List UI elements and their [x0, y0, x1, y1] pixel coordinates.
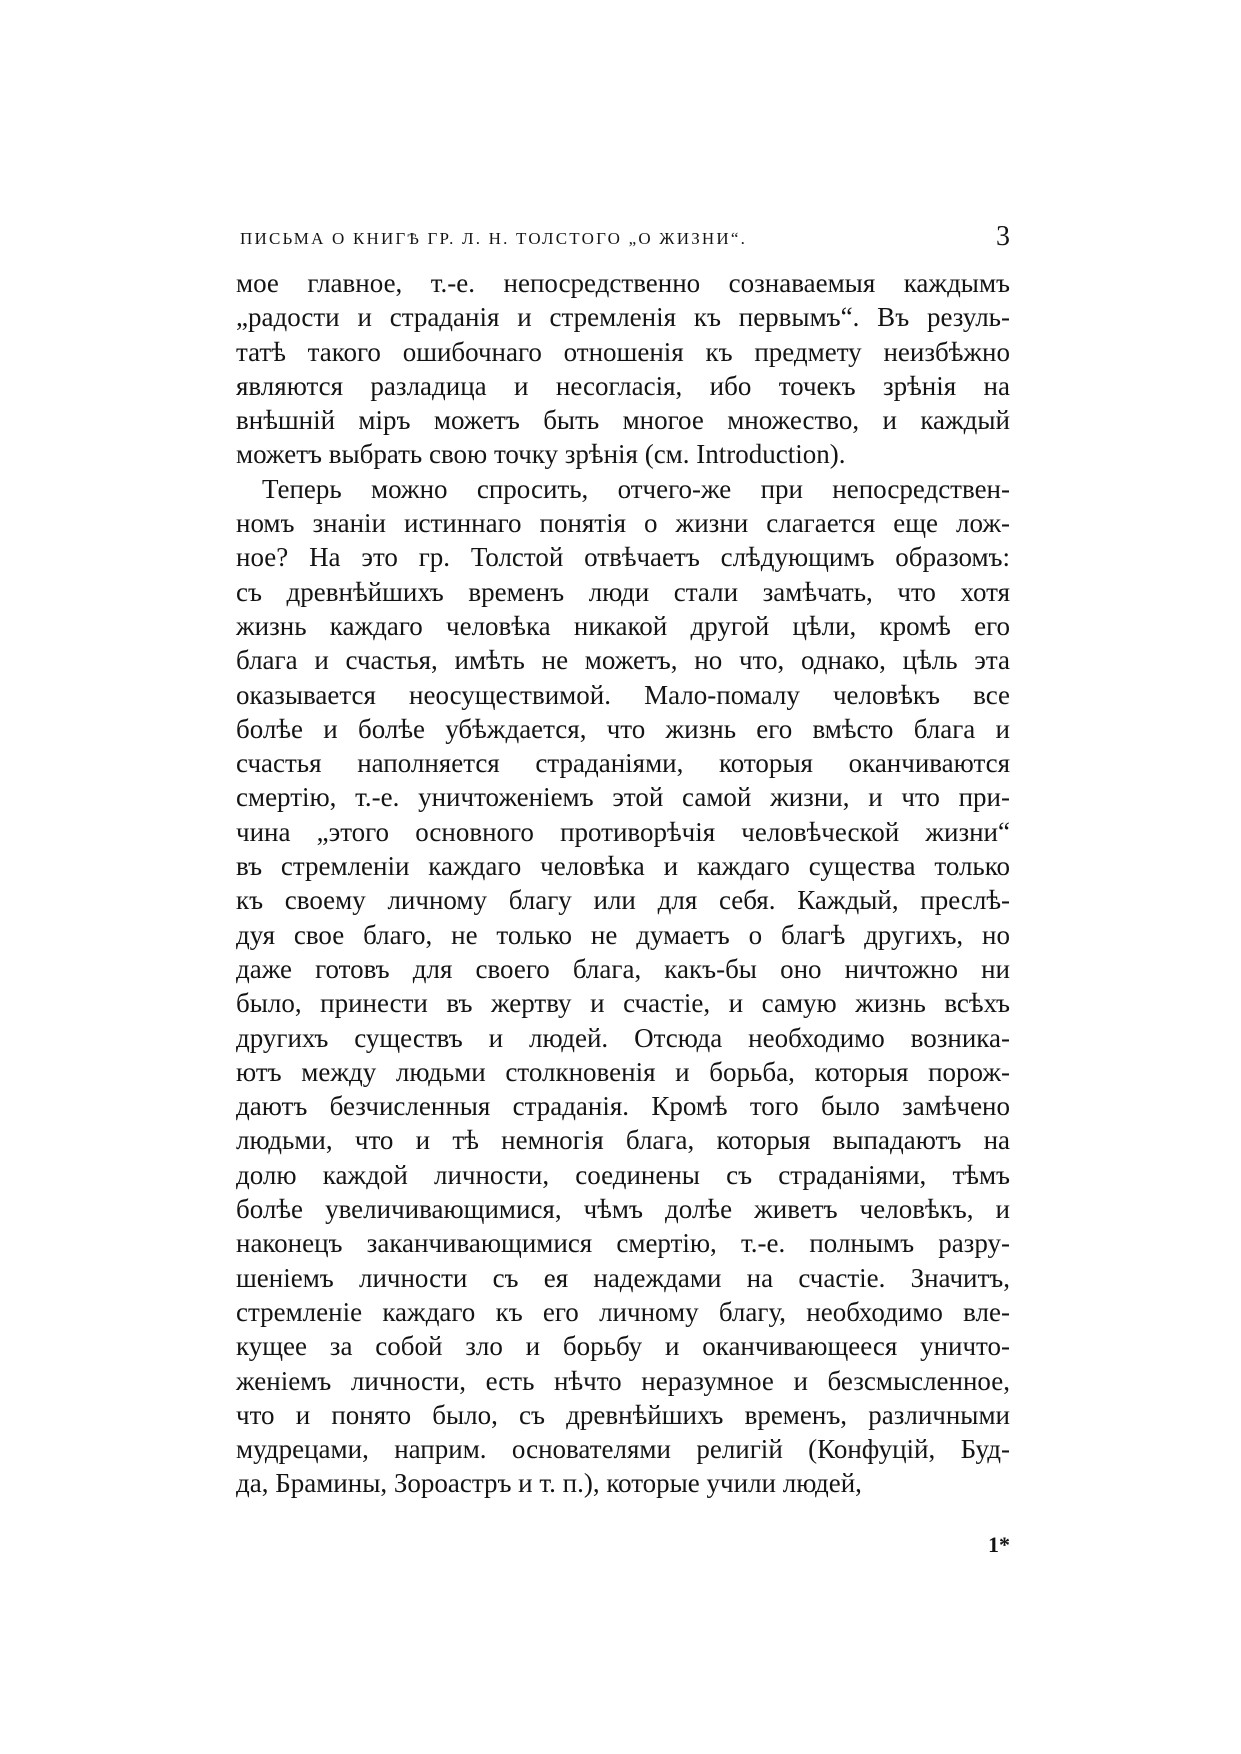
text-line: ютъ между людьми столкновенія и борьба, которыя порож-	[236, 1056, 1010, 1087]
text-line: что и понято было, съ древнѣйшихъ временъ, различными	[236, 1399, 1010, 1430]
text-line: Теперь можно спросить, отчего-же при непосредствен-	[262, 473, 1010, 504]
text-line: дуя свое благо, не только не думаетъ о благѣ другихъ, но	[236, 919, 1010, 950]
text-line: мудрецами, наприм. основателями религій (Конфуцій, Буд-	[236, 1434, 1010, 1465]
text-line: въ стремленіи каждаго человѣка и каждаго существа только	[236, 851, 1010, 882]
text-line: долю каждой личности, соединены съ страданіями, тѣмъ	[236, 1159, 1010, 1190]
text-line: блага и счастья, имѣть не можетъ, но что, однако, цѣль эта	[236, 645, 1010, 676]
text-line: болѣе увеличивающимися, чѣмъ долѣе живетъ человѣкъ, и	[236, 1194, 1010, 1225]
text-line: съ древнѣйшихъ временъ люди стали замѣчать, что хотя	[236, 576, 1010, 607]
text-line: другихъ существъ и людей. Отсюда необходимо возника-	[236, 1022, 1010, 1053]
text-line: болѣе и болѣе убѣждается, что жизнь его вмѣсто блага и	[236, 713, 1010, 744]
text-line: смертію, т.-е. уничтоженіемъ этой самой жизни, и что при-	[236, 782, 1010, 813]
text-line: стремленіе каждаго къ его личному благу, необходимо вле-	[236, 1296, 1010, 1327]
paragraph	[236, 266, 1010, 472]
text-line: являются разладица и несогласія, ибо точекъ зрѣнія на	[236, 370, 1010, 401]
paragraph	[236, 472, 1010, 1501]
text-line: „радости и страданія и стремленія къ первымъ“. Въ резуль-	[236, 302, 1010, 333]
running-head	[240, 221, 1010, 254]
signature-mark: 1*	[988, 1532, 1010, 1557]
running-title: ПИСЬМА О КНИГѢ ГР. Л. Н. ТОЛСТОГО „О ЖИЗНИ“.	[240, 229, 748, 248]
text-line: даютъ безчисленныя страданія. Кромѣ того было замѣчено	[236, 1091, 1010, 1122]
text-line: внѣшній міръ можетъ быть многое множество, и каждый	[236, 405, 1010, 436]
text-line: татѣ такого ошибочнаго отношенія къ предмету неизбѣжно	[236, 336, 1010, 367]
text-line: чина „этого основного противорѣчія человѣческой жизни“	[236, 816, 1010, 847]
text-line: наконецъ заканчивающимися смертію, т.-е. полнымъ разру-	[236, 1228, 1010, 1259]
text-line: номъ знаніи истиннаго понятія о жизни слагается еще лож-	[236, 508, 1010, 539]
page-number: 3	[996, 221, 1010, 252]
text-line: было, принести въ жертву и счастіе, и самую жизнь всѣхъ	[236, 988, 1010, 1019]
text-line: къ своему личному благу или для себя. Каждый, преслѣ-	[236, 885, 1010, 916]
body-text	[236, 266, 1010, 1501]
text-line: кущее за собой зло и борьбу и оканчивающееся уничто-	[236, 1331, 1010, 1362]
text-line: людьми, что и тѣ немногія блага, которыя выпадаютъ на	[236, 1125, 1010, 1156]
text-line: счастья наполняется страданіями, которыя оканчиваются	[236, 748, 1010, 779]
text-line: шеніемъ личности съ ея надеждами на счастіе. Значитъ,	[236, 1262, 1010, 1293]
text-line: жизнь каждаго человѣка никакой другой цѣли, кромѣ его	[236, 610, 1010, 641]
text-line: да, Брамины, Зороастръ и т. п.), которые учили людей,	[236, 1468, 862, 1499]
text-line: мое главное, т.-е. непосредственно сознаваемыя каждымъ	[236, 268, 1010, 298]
text-line: женіемъ личности, есть нѣчто неразумное и безсмысленное,	[236, 1365, 1010, 1396]
text-line: оказывается неосуществимой. Мало-помалу человѣкъ все	[236, 679, 1010, 710]
text-line: ное? На это гр. Толстой отвѣчаетъ слѣдующимъ образомъ:	[236, 542, 1010, 573]
text-line: даже готовъ для своего блага, какъ-бы оно ничтожно ни	[236, 953, 1010, 984]
text-line: можетъ выбрать свою точку зрѣнія (см. Introduction).	[236, 439, 846, 470]
